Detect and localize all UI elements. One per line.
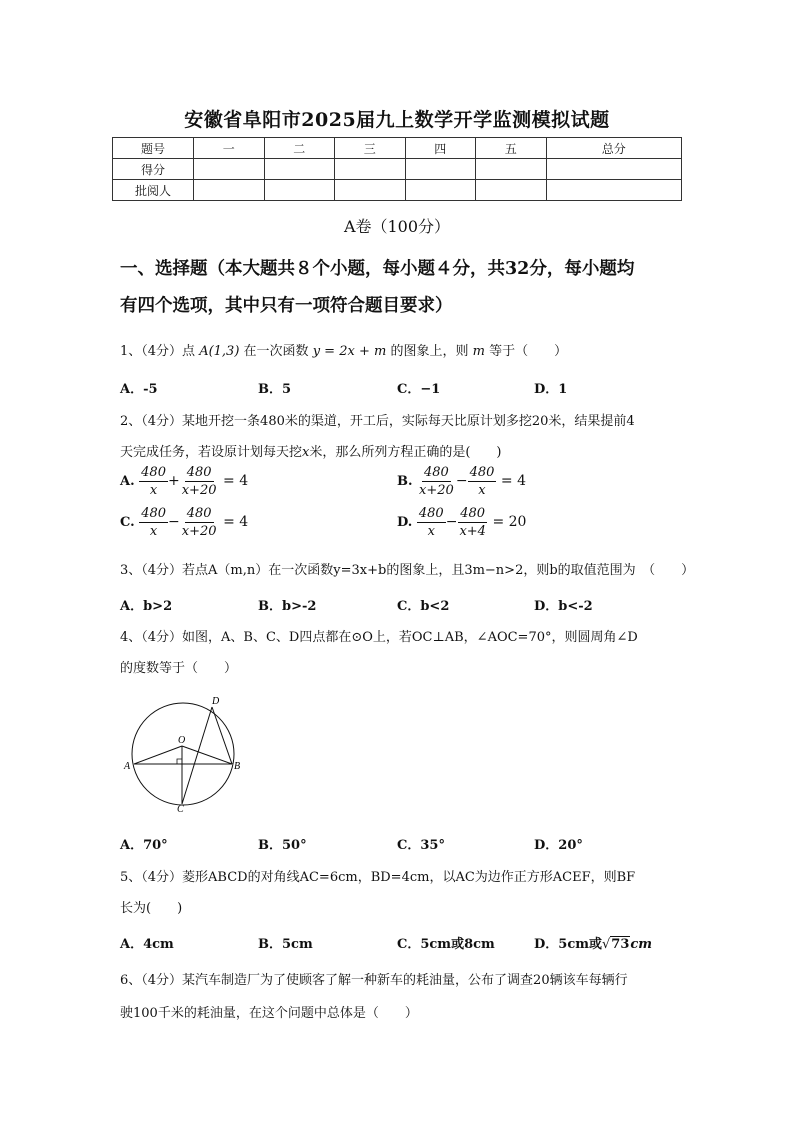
right-angle-mark: [177, 759, 182, 764]
question-6-line1: 6、（4分）某汽车制造厂为了使顾客了解一种新车的耗油量，公布了调查20辆该车每辆行: [120, 973, 628, 988]
score-table: [112, 137, 682, 201]
operator: +: [167, 473, 180, 489]
q2-option-a[interactable]: [120, 464, 248, 499]
q2-line2b: 米，那么所列方程正确的是( ): [309, 445, 502, 460]
grader-cell[interactable]: [194, 180, 265, 201]
q1-mid: 在一次函数: [243, 344, 309, 359]
table-cell: 批阅人: [113, 180, 194, 201]
score-cell[interactable]: [264, 159, 335, 180]
score-cell[interactable]: [335, 159, 406, 180]
denominator: x: [149, 483, 158, 498]
question-5-line2: 长为( ): [120, 901, 183, 916]
rhs: = 4: [500, 473, 527, 489]
table-cell: 二: [264, 138, 335, 159]
denominator: x: [478, 483, 486, 498]
q1-function: y = 2x + m: [312, 344, 387, 359]
score-cell[interactable]: [194, 159, 265, 180]
question-1: [120, 340, 567, 359]
q3-option-a[interactable]: A．b>2: [120, 599, 173, 614]
grader-cell[interactable]: [546, 180, 682, 201]
numerator: 480: [418, 506, 444, 521]
q2-option-c[interactable]: [120, 505, 248, 540]
table-row: [113, 138, 682, 159]
grader-cell[interactable]: [335, 180, 406, 201]
option-d-unit: cm: [630, 937, 653, 952]
q3-option-b[interactable]: B．b>-2: [258, 599, 317, 614]
grader-cell[interactable]: [405, 180, 476, 201]
table-cell: 得分: [113, 159, 194, 180]
rhs: = 20: [492, 514, 527, 530]
label-d: D: [212, 696, 220, 707]
question-2-line2: [120, 441, 502, 460]
q1-option-d[interactable]: D．1: [534, 382, 568, 397]
table-cell: 五: [476, 138, 547, 159]
option-d-prefix: D．5cm或: [534, 937, 602, 952]
grader-cell[interactable]: [264, 180, 335, 201]
score-cell[interactable]: [546, 159, 682, 180]
denominator: x+20: [181, 524, 217, 539]
q4-option-b[interactable]: B．50°: [258, 838, 307, 853]
denominator: x: [149, 524, 158, 539]
numerator: 480: [186, 506, 212, 521]
numerator: 480: [141, 465, 166, 480]
denominator: x: [427, 524, 435, 539]
question-5-line1: 5、（4分）菱形ABCD的对角线AC=6cm，BD=4cm，以AC为边作正方形ACEF，则BF: [120, 870, 636, 885]
q1-suffix: 的图象上，则: [390, 344, 469, 359]
segment-db: [212, 707, 232, 764]
q4-option-a[interactable]: A．70°: [120, 838, 168, 853]
question-2-line1: 2、（4分）某地开挖一条480米的渠道，开工后，实际每天比原计划多挖20米，结果提前4: [120, 414, 635, 429]
q3-option-d[interactable]: D．b<-2: [534, 599, 593, 614]
option-label: B.: [397, 474, 413, 489]
question-6-line2: 驶100千米的耗油量，在这个问题中总体是（ ）: [120, 1006, 418, 1021]
rhs: = 4: [223, 473, 249, 489]
circle-o: [132, 703, 234, 805]
score-cell[interactable]: [476, 159, 547, 180]
operator: −: [168, 514, 180, 530]
denominator: x+4: [459, 524, 486, 539]
q1-option-a[interactable]: A．-5: [120, 382, 158, 397]
q1-option-b[interactable]: B．5: [258, 382, 292, 397]
table-row: [113, 159, 682, 180]
q1-prefix: 1、（4分）点: [120, 344, 196, 359]
table-row: [113, 180, 682, 201]
label-b: B: [234, 761, 241, 772]
operator: −: [455, 473, 468, 489]
option-label: C.: [120, 515, 135, 530]
q5-option-c[interactable]: C．5cm或8cm: [397, 937, 495, 952]
denominator: x+20: [181, 483, 217, 498]
table-cell: 总分: [546, 138, 682, 159]
q2-line2a: 天完成任务，若设原计划每天挖: [120, 445, 303, 460]
denominator: x+20: [419, 483, 454, 498]
q2-option-d[interactable]: [397, 505, 526, 540]
operator: −: [445, 514, 458, 530]
table-cell: 题号: [113, 138, 194, 159]
q1-var: m: [472, 344, 485, 359]
table-cell: 一: [194, 138, 265, 159]
score-cell[interactable]: [405, 159, 476, 180]
q4-option-d[interactable]: D．20°: [534, 838, 583, 853]
segment-oa: [134, 746, 182, 764]
q1-end: 等于（ ）: [489, 344, 568, 359]
option-label: A.: [120, 474, 135, 489]
q5-option-a[interactable]: A．4cm: [120, 937, 174, 952]
question-4-line2: 的度数等于（ ）: [120, 661, 238, 676]
q2-var: x: [302, 445, 310, 460]
numerator: 480: [141, 506, 167, 521]
numerator: 480: [424, 465, 449, 480]
q1-option-c[interactable]: C．−1: [397, 382, 441, 397]
table-cell: 三: [335, 138, 406, 159]
option-label: D.: [397, 515, 413, 530]
q5-option-d[interactable]: D．5cm或√73cm: [534, 937, 653, 952]
q2-option-b[interactable]: [397, 464, 526, 499]
table-cell: 四: [405, 138, 476, 159]
numerator: 480: [186, 465, 212, 480]
rhs: = 4: [223, 514, 249, 530]
question-4-line1: 4、（4分）如图，A、B、C、D四点都在⊙O上，若OC⊥AB，∠AOC=70°，则圆周角∠D: [120, 630, 638, 645]
circle-figure: [122, 692, 242, 814]
q5-option-b[interactable]: B．5cm: [258, 937, 313, 952]
q3-option-c[interactable]: C．b<2: [397, 599, 450, 614]
segment-ob: [182, 746, 232, 764]
numerator: 480: [469, 465, 495, 480]
label-o: O: [178, 735, 186, 746]
exam-title: 安徽省阜阳市2025届九上数学开学监测模拟试题: [184, 109, 610, 131]
label-a: A: [124, 761, 131, 772]
q4-option-c[interactable]: C．35°: [397, 838, 445, 853]
numerator: 480: [460, 506, 486, 521]
question-3: 3、（4分）若点A（m,n）在一次函数y=3x+b的图象上，且3m−n>2，则b的取值范围为 （ ）: [120, 563, 695, 578]
grader-cell[interactable]: [476, 180, 547, 201]
part1-heading-line2: 有四个选项，其中只有一项符合题目要求）: [120, 296, 453, 316]
q1-point: A(1,3): [199, 344, 240, 359]
sqrt-radicand: 73: [611, 937, 630, 952]
section-a-heading: A卷（100分）: [343, 217, 451, 236]
label-c: C: [177, 804, 184, 814]
part1-heading-line1: 一、选择题（本大题共８个小题，每小题４分，共32分，每小题均: [120, 259, 635, 279]
